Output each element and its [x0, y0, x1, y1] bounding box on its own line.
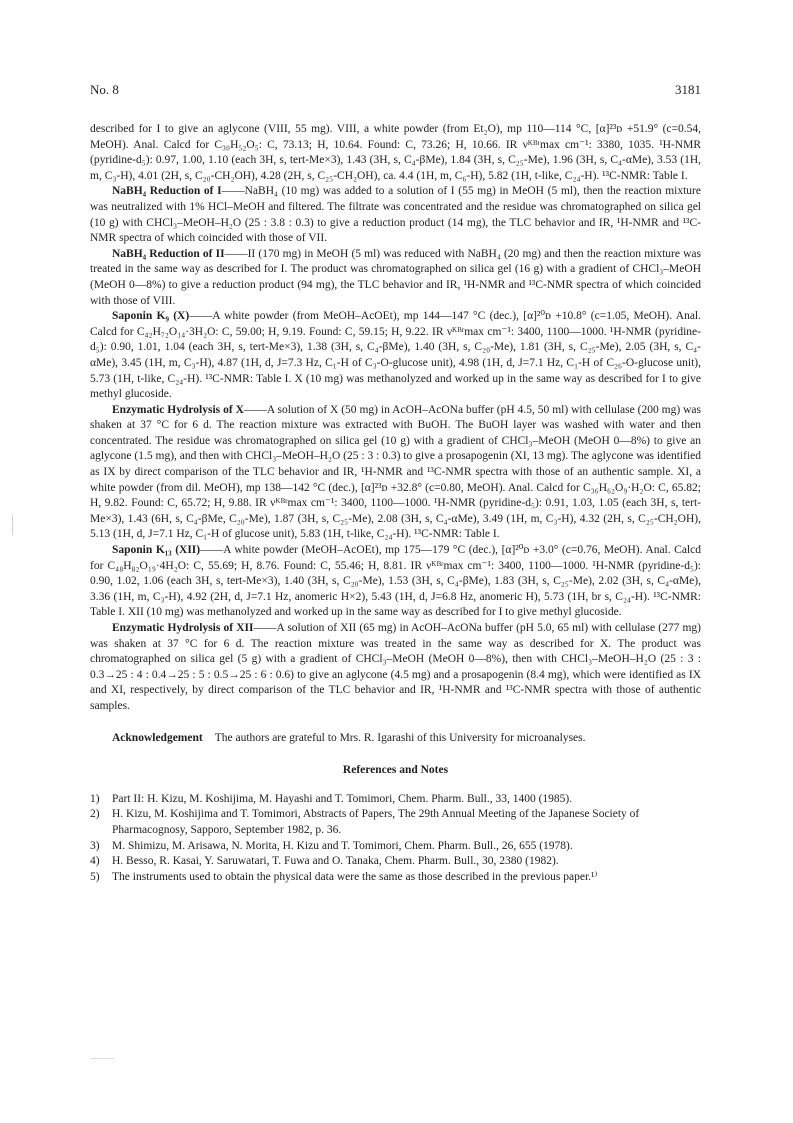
reference-item	[90, 839, 701, 855]
paragraph-text: ——NaBH₄ (10 mg) was added to a solution of I (55 mg) in MeOH (5 ml), then the reaction mixture was neutralized with 1% HCl–MeOH and filtered. The filtrate was concentrated and the residue was chromatographed on silica gel (10 g) with CHCl₃–MeOH–H₂O (25 : 3.8 : 0.3) to give a reduction product (14 mg), the TLC behavior and IR, ¹H-NMR and ¹³C-NMR spectra of which coincided with those of VII.	[90, 185, 701, 245]
reference-text: H. Besso, R. Kasai, Y. Saruwatari, T. Fuwa and O. Tanaka, Chem. Pharm. Bull., 30, 2380 (1982).	[112, 855, 559, 868]
acknowledgement	[90, 731, 701, 747]
paragraph-text: ——A solution of XII (65 mg) in AcOH–AcONa buffer (pH 5.0, 65 ml) with cellulase (277 mg) was shaken at 37 °C for 6 d. The reaction mixture was treated in the same way as described for X. The product was chromatographed on silica gel (5 g) with a gradient of CHCl₃–MeOH (MeOH 0—8%), then with CHCl₃–MeOH–H₂O (25 : 3 : 0.3→25 : 4 : 0.4→25 : 5 : 0.5→25 : 6 : 0.6) to give an aglycone (4.5 mg) and a prosapogenin (8.4 mg), which were identified as IX and XI, respectively, by direct comparison of the TLC behavior and IR, ¹H-NMR and ¹³C-NMR spectra with those of authentic samples.	[90, 622, 701, 712]
paragraph-text: ——A solution of X (50 mg) in AcOH–AcONa buffer (pH 4.5, 50 ml) with cellulase (200 mg) was shaken at 37 °C for 6 d. The reaction mixture was extracted with BuOH. The BuOH layer was washed with water and then concentrated. The residue was chromatographed on silica gel (10 g) with a gradient of CHCl₃–MeOH (MeOH 0—8%) to give an aglycone (1.5 mg), and then with CHCl₃–MeOH–H₂O (25 : 3 : 0.3) to give a prosapogenin (XI, 13 mg). The aglycone was identified as IX by direct comparison of the TLC behavior and IR, ¹H-NMR and ¹³C-NMR spectra with those of an authentic sample. XI, a white powder (from dil. MeOH), mp 138—142 °C (dec.), [α]²³ᴅ +32.8° (c=0.80, MeOH). Anal. Calcd for C₃₆H₆₂O₉·H₂O: C, 65.82; H, 9.82. Found: C, 65.72; H, 9.88. IR νᴷᴮʳmax cm⁻¹: 3400, 1100—1000. ¹H-NMR (pyridine-d₅): 0.91, 1.03, 1.05 (each 3H, s, tert-Me×3), 1.43 (6H, s, C₄-βMe, C₂₀-Me), 1.87 (3H, s, C₂₅-Me), 2.08 (3H, s, C₄-αMe), 3.49 (1H, m, C₃-H), 4.32 (2H, s, C₂₅-CH₂OH), 5.13 (1H, d, J=7.1 Hz, C₁-H of glucose unit), 5.83 (1H, t-like, C₂₄-H). ¹³C-NMR: Table I.	[90, 403, 702, 541]
reference-item	[90, 807, 701, 838]
paragraph-enzymatic-hydrolysis-xii	[90, 621, 701, 715]
page-number: 3181	[675, 82, 701, 97]
section-heading: Enzymatic Hydrolysis of XII	[112, 622, 254, 634]
reference-item	[90, 792, 701, 808]
section-heading: Enzymatic Hydrolysis of X	[112, 403, 244, 416]
reference-item	[90, 854, 701, 870]
section-heading: NaBH₄ Reduction of I	[112, 185, 222, 198]
issue-number: No. 8	[90, 82, 119, 97]
paragraph-saponin-k9	[90, 309, 701, 403]
acknowledgement-heading: Acknowledgement	[112, 731, 203, 744]
references-title: References and Notes	[342, 764, 449, 777]
paragraph-text: ——A white powder (MeOH–AcOEt), mp 175—179 °C (dec.), [α]²⁰ᴅ +3.0° (c=0.76, MeOH). Anal. Calcd for C₄₈H₈₂O₁₉·4H₂O: C, 55.69; H, 8.76. Found: C, 55.46; H, 8.81. IR νᴷᴮʳmax cm⁻¹: 3400, 1100—1000. ¹H-NMR (pyridine-d₅): 0.90, 1.02, 1.06 (each 3H, s, tert-Me×3), 1.40 (3H, s, C₂₀-Me), 1.53 (3H, s, C₄-βMe), 1.83 (3H, s, C₂₅-Me), 2.02 (3H, s, C₄-αMe), 3.36 (1H, m, C₃-H), 4.92 (2H, d, J=7.1 Hz, anomeric H×2), 5.43 (1H, d, J=6.8 Hz, anomeric H), 5.73 (1H, br s, C₂₄-H). ¹³C-NMR: Table I. XII (10 mg) was methanolyzed and worked up in the same way as described for I to give methyl glucoside.	[90, 544, 701, 619]
section-heading: Saponin K₁₃ (XII)	[112, 544, 201, 557]
footer-mark	[90, 1058, 114, 1059]
section-heading: Saponin K₉ (X)	[112, 310, 190, 323]
reference-item	[90, 870, 701, 886]
reference-number: 3)	[90, 839, 100, 852]
paragraph-text: ——A white powder (from MeOH–AcOEt), mp 144—147 °C (dec.), [α]²⁰ᴅ +10.8° (c=1.05, MeOH). Anal. Calcd for C₄₂H₇₂O₁₄·3H₂O: C, 59.00; H, 9.19. Found: C, 59.15; H, 9.22. IR νᴷᴮʳmax cm⁻¹: 3400, 1100—1000. ¹H-NMR (pyridine-d₅): 0.90, 1.01, 1.04 (each 3H, s, tert-Me×3), 1.38 (3H, s, C₄-βMe), 1.40 (3H, s, C₂₀-Me), 1.81 (3H, s, C₂₅-Me), 2.05 (3H, s, C₄-αMe), 3.45 (1H, m, C₃-H), 4.87 (1H, d, J=7.3 Hz, C₁-H of C₃-O-glucose unit), 4.98 (1H, d, J=7.1 Hz, C₁-H of C₂₆-O-glucose unit), 5.73 (1H, t-like, C₂₄-H). ¹³C-NMR: Table I. X (10 mg) was methanolyzed and worked up in the same way as described for I to give methyl glucoside.	[90, 310, 701, 401]
article-body	[90, 122, 701, 885]
reference-text: M. Shimizu, M. Arisawa, N. Morita, H. Kizu and T. Tomimori, Chem. Pharm. Bull., 26, 655 (1978).	[112, 839, 573, 852]
reference-number: 5)	[90, 870, 100, 883]
paragraph-saponin-k13	[90, 543, 701, 621]
paragraph-text: ——II (170 mg) in MeOH (5 ml) was reduced with NaBH₄ (20 mg) and then the reaction mixture was treated in the same way as described for I. The product was chromatographed on silica gel (16 g) with a gradient of CHCl₃–MeOH (MeOH 0—8%) to give a reduction product (94 mg), the TLC behavior and IR, ¹H-NMR and ¹³C-NMR spectra of which coincided with those of VIII.	[90, 247, 701, 307]
paragraph-enzymatic-hydrolysis-x	[90, 403, 701, 543]
paragraph-aglycone-viii	[90, 122, 701, 184]
paragraph-text: described for I to give an aglycone (VIII, 55 mg). VIII, a white powder (from Et₂O), mp 110—114 °C, [α]²³ᴅ +51.9° (c=0.54, MeOH). Anal. Calcd for C₃₀H₅₂O₅: C, 73.13; H, 10.64. Found: C, 73.26; H, 10.66. IR νᴷᴮʳmax cm⁻¹: 3380, 1035. ¹H-NMR (pyridine-d₅): 0.97, 1.00, 1.10 (each 3H, s, tert-Me×3), 1.43 (3H, s, C₄-βMe), 1.84 (3H, s, C₂₅-Me), 1.96 (3H, s, C₄-αMe), 3.53 (1H, m, C₃-H), 4.01 (2H, s, C₂₀-CH₂OH), 4.28 (2H, s, C₂₅-CH₂OH), ca. 4.4 (1H, m, C₆-H), 5.82 (1H, t-like, C₂₄-H). ¹³C-NMR: Table I.	[90, 123, 701, 182]
page-header	[90, 82, 701, 98]
reference-number: 2)	[90, 808, 100, 821]
reference-list	[90, 792, 701, 886]
acknowledgement-text: The authors are grateful to Mrs. R. Igarashi of this University for microanalyses.	[214, 731, 586, 744]
reference-text: The instruments used to obtain the physical data were the same as those described in the previous paper.¹⁾	[112, 870, 598, 883]
reference-number: 4)	[90, 855, 100, 868]
reference-number: 1)	[90, 792, 100, 805]
reference-text: Part II: H. Kizu, M. Koshijima, M. Hayashi and T. Tomimori, Chem. Pharm. Bull., 33, 1400 (1985).	[112, 792, 573, 805]
section-heading: NaBH₄ Reduction of II	[112, 247, 225, 260]
paragraph-nabh4-reduction-ii	[90, 247, 701, 309]
reference-text: H. Kizu, M. Koshijima and T. Tomimori, Abstracts of Papers, The 29th Annual Meeting of the Japanese Society of Pharmacognosy, Sapporo, September 1982, p. 36.	[112, 808, 640, 836]
paragraph-nabh4-reduction-i	[90, 184, 701, 246]
margin-mark	[12, 515, 13, 535]
